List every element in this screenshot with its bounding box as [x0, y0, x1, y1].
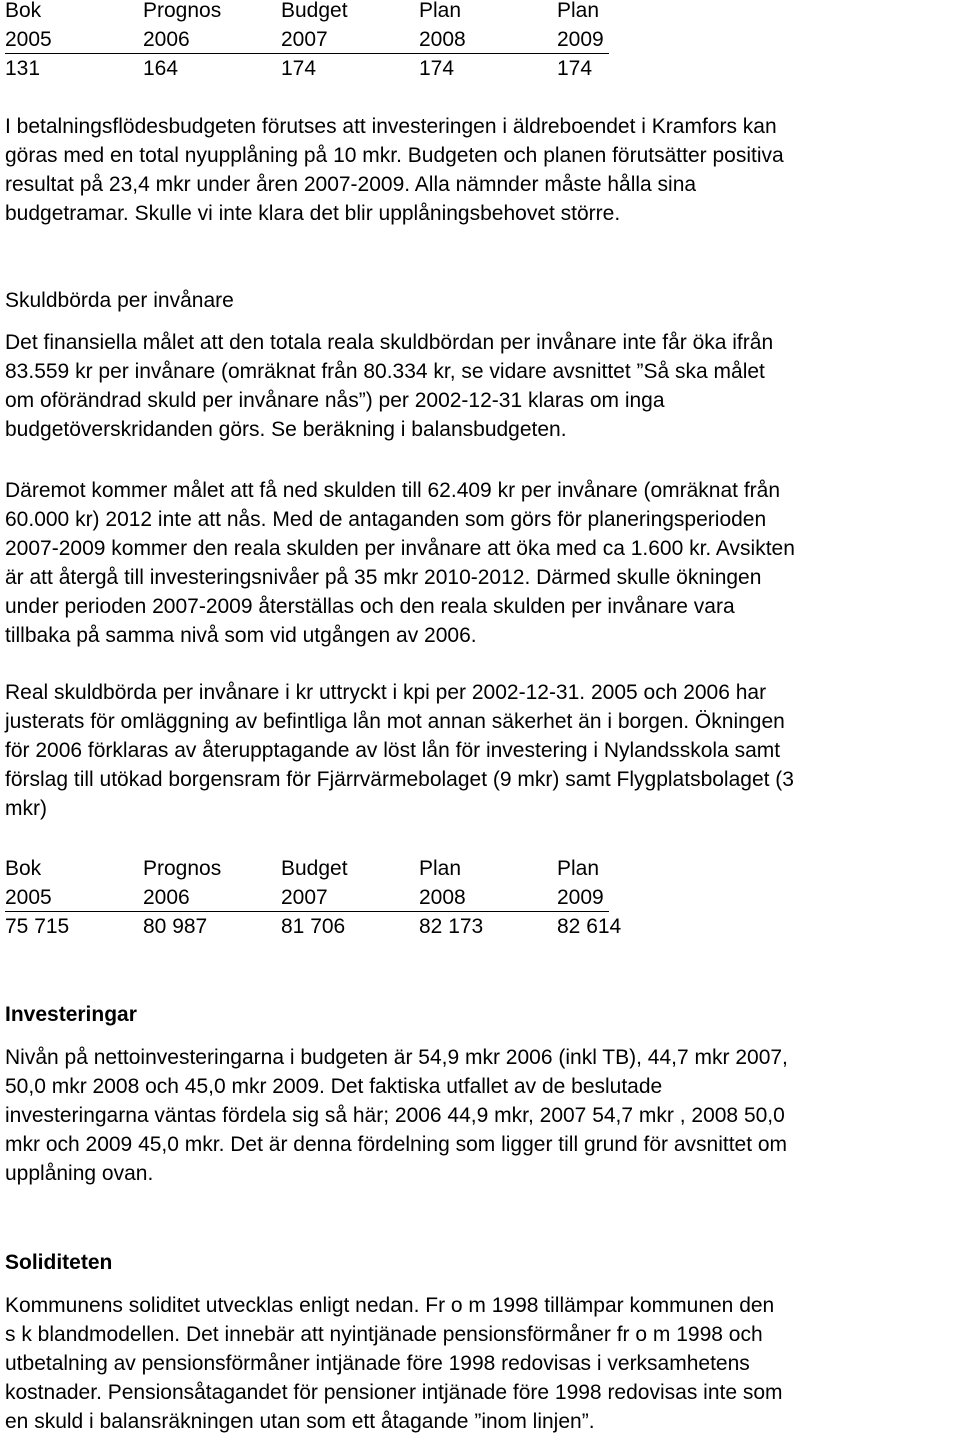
table-2-header-cell: Bok: [5, 857, 42, 880]
paragraph-line: I betalningsflödesbudgeten förutses att investeringen i äldreboendet i Kramfors kan: [5, 115, 777, 138]
paragraph-line: 2007-2009 kommer den reala skulden per invånare att öka med ca 1.600 kr. Avsikten: [5, 537, 795, 560]
paragraph-line: Real skuldbörda per invånare i kr uttryckt i kpi per 2002-12-31. 2005 och 2006 har: [5, 681, 767, 704]
paragraph-line: mkr): [5, 797, 47, 820]
paragraph-line: 60.000 kr) 2012 inte att nås. Med de antaganden som görs för planeringsperioden: [5, 508, 767, 531]
section-heading-skuldborda: Skuldbörda per invånare: [5, 289, 234, 312]
paragraph-line: mkr och 2009 45,0 mkr. Det är denna fördelning som ligger till grund för avsnittet om: [5, 1133, 788, 1156]
table-1-value-row: [5, 54, 695, 83]
paragraph-line: budgetöverskridanden görs. Se beräkning i balansbudgeten.: [5, 418, 567, 441]
table-1-header-cell: Bok: [5, 0, 42, 22]
table-1-value-cell: 174: [281, 57, 317, 80]
table-2-value-cell: 82 173: [419, 915, 484, 938]
table-1-value-cell: 131: [5, 57, 41, 80]
table-1-year-cell: 2008: [419, 25, 557, 54]
table-1-value-cell: 164: [143, 57, 179, 80]
table-1-header-cell: Plan: [557, 0, 600, 22]
table-1-header-cell: Prognos: [143, 0, 222, 22]
section-heading-soliditeten: Soliditeten: [5, 1251, 113, 1274]
table-1-header-cell: Plan: [419, 0, 462, 22]
table-2-year-cell: 2005: [5, 883, 143, 912]
invest-paragraph: [5, 1043, 788, 1188]
paragraph-line: upplåning ovan.: [5, 1162, 154, 1185]
skuld-paragraph-3: [5, 678, 794, 823]
table-2-year-cell: 2007: [281, 883, 419, 912]
paragraph-line: Det finansiella målet att den totala reala skuldbördan per invånare inte får öka ifrån: [5, 331, 774, 354]
paragraph-line: förslag till utökad borgensram för Fjärrvärmebolaget (9 mkr) samt Flygplatsbolaget (3: [5, 768, 794, 791]
paragraph-line: s k blandmodellen. Det innebär att nyintjänade pensionsförmåner fr o m 1998 och: [5, 1323, 763, 1346]
table-1-year-cell: 2007: [281, 25, 419, 54]
section-heading-investeringar: Investeringar: [5, 1003, 137, 1026]
table-1-year-cell: 2006: [143, 25, 281, 54]
table-1-header-cell: Budget: [281, 0, 348, 22]
table-2-header-cell: Plan: [419, 857, 462, 880]
paragraph-line: en skuld i balansräkningen utan som ett åtagande ”inom linjen”.: [5, 1410, 595, 1433]
paragraph-line: 83.559 kr per invånare (omräknat från 80.334 kr, se vidare avsnittet ”Så ska målet: [5, 360, 765, 383]
paragraph-line: Däremot kommer målet att få ned skulden till 62.409 kr per invånare (omräknat från: [5, 479, 781, 502]
table-1-header-row: [5, 0, 695, 25]
table-2-header-cell: Prognos: [143, 857, 222, 880]
table-2-header-row: [5, 854, 695, 883]
paragraph-line: Nivån på nettoinvesteringarna i budgeten är 54,9 mkr 2006 (inkl TB), 44,7 mkr 2007,: [5, 1046, 788, 1069]
paragraph-line: Kommunens soliditet utvecklas enligt nedan. Fr o m 1998 tillämpar kommunen den: [5, 1294, 775, 1317]
table-2-value-cell: 81 706: [281, 915, 346, 938]
table-2-value-cell: 75 715: [5, 915, 70, 938]
table-2: [5, 854, 695, 941]
paragraph-line: investeringarna väntas fördela sig så här; 2006 44,9 mkr, 2007 54,7 mkr , 2008 50,0: [5, 1104, 785, 1127]
table-1: [5, 0, 695, 83]
paragraph-line: 50,0 mkr 2008 och 45,0 mkr 2009. Det faktiska utfallet av de beslutade: [5, 1075, 663, 1098]
paragraph-line: justerats för omläggning av befintliga lån mot annan säkerhet än i borgen. Ökningen: [5, 710, 785, 733]
table-2-year-cell: 2008: [419, 883, 557, 912]
paragraph-line: är att återgå till investeringsnivåer på 35 mkr 2010-2012. Därmed skulle ökningen: [5, 566, 762, 589]
skuld-paragraph-1: [5, 328, 773, 444]
paragraph-line: om oförändrad skuld per invånare nås”) per 2002-12-31 klaras om inga: [5, 389, 665, 412]
table-1-year-row: [5, 25, 609, 54]
table-1-value-cell: 174: [557, 57, 593, 80]
table-2-year-cell: 2006: [143, 883, 281, 912]
paragraph-line: budgetramar. Skulle vi inte klara det blir upplåningsbehovet större.: [5, 202, 621, 225]
table-1-year-cell: 2005: [5, 25, 143, 54]
table-2-header-cell: Plan: [557, 857, 600, 880]
table-1-year-cell: 2009: [557, 25, 609, 54]
table-1-value-cell: 174: [419, 57, 455, 80]
paragraph-line: göras med en total nyupplåning på 10 mkr. Budgeten och planen förutsätter positiva: [5, 144, 784, 167]
table-2-value-row: [5, 912, 695, 941]
paragraph-line: tillbaka på samma nivå som vid utgången av 2006.: [5, 624, 477, 647]
paragraph-line: under perioden 2007-2009 återställas och den reala skulden per invånare vara: [5, 595, 735, 618]
table-2-year-row: [5, 883, 609, 912]
paragraph-line: för 2006 förklaras av återupptagande av löst lån för investering i Nylandsskola samt: [5, 739, 781, 762]
table-2-year-cell: 2009: [557, 883, 609, 912]
table-2-value-cell: 80 987: [143, 915, 208, 938]
table-2-header-cell: Budget: [281, 857, 348, 880]
table-2-value-cell: 82 614: [557, 915, 622, 938]
paragraph-line: resultat på 23,4 mkr under åren 2007-2009. Alla nämnder måste hålla sina: [5, 173, 697, 196]
skuld-paragraph-2: [5, 476, 795, 650]
solid-paragraph: [5, 1291, 783, 1436]
paragraph-line: kostnader. Pensionsåtagandet för pensioner intjänade före 1998 redovisas inte som: [5, 1381, 783, 1404]
intro-paragraph: [5, 112, 784, 228]
paragraph-line: utbetalning av pensionsförmåner intjänade före 1998 redovisas i verksamhetens: [5, 1352, 750, 1375]
